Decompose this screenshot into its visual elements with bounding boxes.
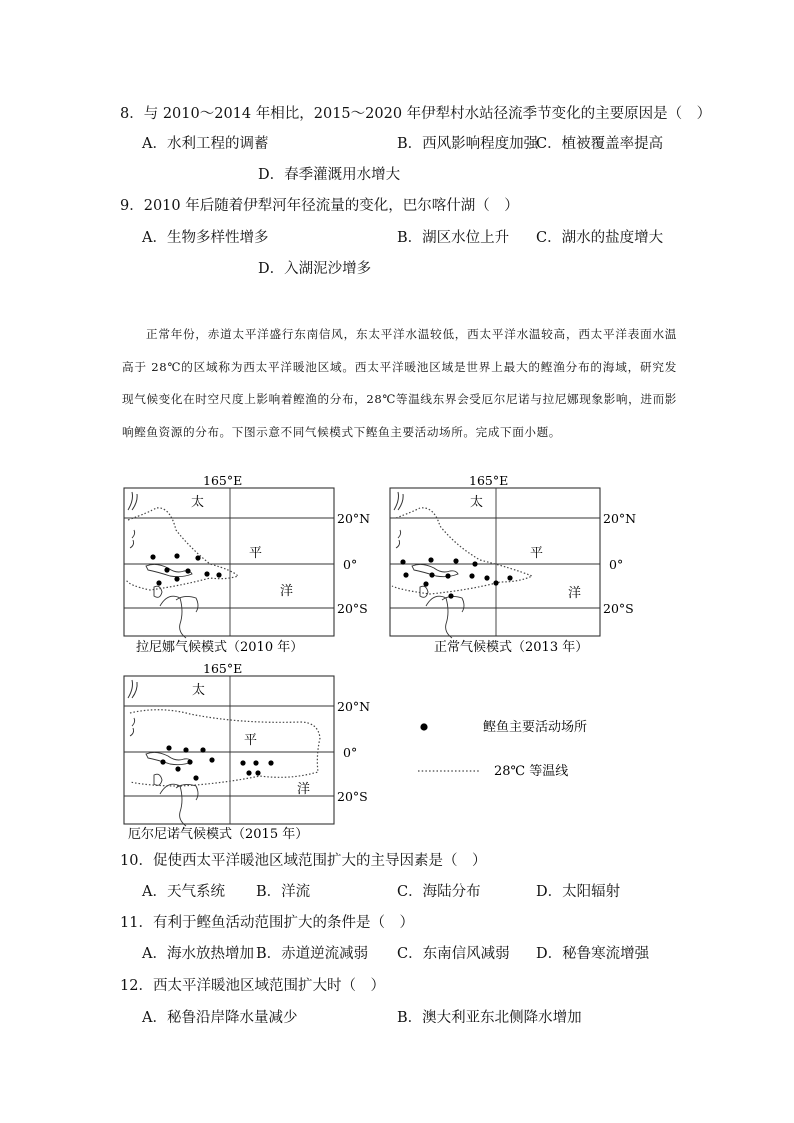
ocean-char-1-a: 太 bbox=[191, 495, 205, 510]
legend-dot-label: 鲣鱼主要活动场所 bbox=[483, 720, 588, 735]
lon-label-2: 165°E bbox=[469, 473, 509, 488]
lat-label-2-s: 20°S bbox=[603, 601, 634, 616]
question-10-option-a[interactable]: A．天气系统 bbox=[142, 884, 225, 900]
question-9-option-d[interactable]: D．入湖泥沙增多 bbox=[258, 261, 372, 277]
question-8-option-b[interactable]: B．西风影响程度加强 bbox=[397, 136, 539, 152]
legend-line-label: 28℃ 等温线 bbox=[494, 764, 569, 779]
question-8-option-d[interactable]: D．春季灌溉用水增大 bbox=[258, 167, 401, 183]
question-11-stem: 11．有利于鲣鱼活动范围扩大的条件是（ ） bbox=[120, 915, 414, 931]
ocean-char-3-c: 洋 bbox=[297, 782, 311, 797]
passage-text: 正常年份，赤道太平洋盛行东南信风，东太平洋水温较低，西太平洋水温较高，西太平洋表面水温高于 28℃的区域称为西太平洋暖池区域。西太平洋暖池区域是世界上最大的鲣渔分布的海域，研究发现气候变化在时空尺度上影响着鲣渔的分布，28℃等温线东界会受厄尔尼诺与拉尼娜现象影响，进而影响鲣鱼资源的分布。下图示意不同气候模式下鲣鱼主要活动场所。完成下面小题。 bbox=[122, 327, 677, 439]
question-9-stem: 9．2010 年后随着伊犁河年径流量的变化，巴尔喀什湖（ ） bbox=[120, 198, 519, 214]
climate-mode-maps-figure bbox=[0, 470, 794, 845]
question-9-option-a[interactable]: A．生物多样性增多 bbox=[142, 230, 269, 246]
question-8-stem: 8．与 2010～2014 年相比，2015～2020 年伊犁村水站径流季节变化的主要原因是（ ） bbox=[120, 106, 712, 122]
question-9-option-b[interactable]: B．湖区水位上升 bbox=[397, 230, 510, 246]
lat-label-1-n: 20°N bbox=[337, 511, 371, 526]
question-10-option-b[interactable]: B．洋流 bbox=[256, 884, 311, 900]
lon-label-1: 165°E bbox=[203, 473, 243, 488]
question-9-option-c[interactable]: C．湖水的盐度增大 bbox=[536, 230, 664, 246]
question-11-option-d[interactable]: D．秘鲁寒流增强 bbox=[536, 946, 650, 962]
ocean-char-1-b: 平 bbox=[249, 546, 263, 561]
question-12-option-b[interactable]: B．澳大利亚东北侧降水增加 bbox=[397, 1010, 582, 1026]
caption-el-nino: 厄尔尼诺气候模式（2015 年） bbox=[128, 827, 309, 842]
question-11-option-c[interactable]: C．东南信风减弱 bbox=[397, 946, 510, 962]
lat-label-2-n: 20°N bbox=[603, 511, 637, 526]
question-12-stem: 12．西太平洋暖池区域范围扩大时（ ） bbox=[120, 978, 385, 994]
question-10-option-c[interactable]: C．海陆分布 bbox=[397, 884, 481, 900]
ocean-char-3-a: 太 bbox=[192, 683, 206, 698]
question-10-stem: 10．促使西太平洋暖池区域范围扩大的主导因素是（ ） bbox=[120, 853, 487, 869]
legend-dot-icon bbox=[420, 723, 427, 730]
question-10-option-d[interactable]: D．太阳辐射 bbox=[536, 884, 621, 900]
lat-label-1-s: 20°S bbox=[337, 601, 368, 616]
question-11-option-a[interactable]: A．海水放热增加 bbox=[142, 946, 254, 962]
lat-label-3-n: 20°N bbox=[337, 699, 371, 714]
ocean-char-2-a: 太 bbox=[470, 495, 484, 510]
map-panel-la-nina bbox=[124, 473, 370, 655]
question-12-option-a[interactable]: A．秘鲁沿岸降水量减少 bbox=[142, 1010, 298, 1026]
lat-label-1-eq: 0° bbox=[343, 557, 358, 572]
lat-label-3-s: 20°S bbox=[337, 789, 368, 804]
ocean-char-3-b: 平 bbox=[244, 733, 258, 748]
lat-label-3-eq: 0° bbox=[343, 745, 358, 760]
caption-normal: 正常气候模式（2013 年） bbox=[434, 640, 589, 655]
question-11-option-b[interactable]: B．赤道逆流减弱 bbox=[256, 946, 369, 962]
ocean-char-2-b: 平 bbox=[530, 546, 544, 561]
map-panel-el-nino bbox=[124, 661, 370, 842]
ocean-char-1-c: 洋 bbox=[280, 584, 294, 599]
lon-label-3: 165°E bbox=[203, 661, 243, 676]
reading-passage bbox=[122, 318, 677, 448]
question-8-option-a[interactable]: A．水利工程的调蓄 bbox=[142, 136, 269, 152]
map-panel-normal bbox=[390, 473, 636, 655]
lat-label-2-eq: 0° bbox=[609, 557, 624, 572]
caption-la-nina: 拉尼娜气候模式（2010 年） bbox=[136, 640, 304, 655]
question-8-option-c[interactable]: C．植被覆盖率提高 bbox=[536, 136, 664, 152]
map-legend bbox=[418, 719, 587, 779]
ocean-char-2-c: 洋 bbox=[568, 586, 582, 601]
